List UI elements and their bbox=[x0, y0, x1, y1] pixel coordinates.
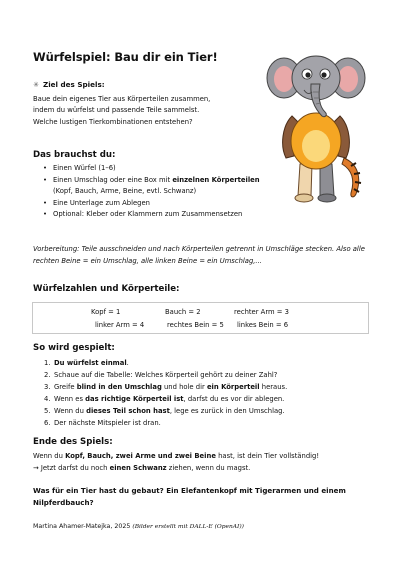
bold-text: einen Schwanz bbox=[109, 464, 167, 473]
preparation-note: Vorbereitung: Teile ausschneiden und nach Körperteilen getrennt in Umschläge stecken. Also alle rechten Beine = ein Umschlag, alle linken Beine = ein Umschlag,... bbox=[33, 245, 365, 265]
bold-text: dieses Teil schon hast bbox=[86, 407, 170, 416]
image-credit-note: (Bilder erstellt mit DALL-E (OpenAI)) bbox=[132, 524, 244, 530]
list-item: • Eine Unterlage zum Ablegen bbox=[40, 198, 270, 210]
text: hast, ist dein Tier vollständig! bbox=[215, 452, 320, 460]
dice-table bbox=[32, 302, 369, 334]
text: Schaue auf die Tabelle: Welches Körperteil gehört zu deiner Zahl? bbox=[54, 371, 278, 380]
rule-step bbox=[40, 369, 360, 381]
text: Wenn es bbox=[54, 395, 86, 404]
rules-heading: So wird gespielt: bbox=[33, 343, 115, 353]
bold-text: Du würfelst einmal bbox=[54, 359, 127, 367]
text: Wenn du bbox=[54, 407, 87, 416]
goal-description bbox=[33, 94, 258, 128]
rules-list bbox=[40, 357, 360, 430]
goal-line: indem du würfelst und passende Teile sammelst. bbox=[33, 106, 200, 115]
goal-heading: ✳ Ziel des Spiels: bbox=[33, 80, 105, 89]
rule-step bbox=[40, 357, 360, 369]
text: heraus. bbox=[259, 383, 288, 392]
text: ziehen, wenn du magst. bbox=[166, 464, 251, 473]
end-heading: Ende des Spiels: bbox=[33, 437, 113, 447]
rule-step bbox=[40, 381, 360, 393]
table-cell: linker Arm = 4 bbox=[95, 321, 145, 329]
dice-table-heading: Würfelzahlen und Körperteile: bbox=[33, 284, 180, 294]
list-item: • Optional: Kleber oder Klammern zum Zusammensetzen bbox=[40, 209, 270, 221]
end-line bbox=[33, 462, 378, 474]
list-item: • Einen Umschlag oder eine Box mit einzelnen Körperteilen (Kopf, Bauch, Arme, Beine, evtl. Schwanz) bbox=[40, 175, 270, 198]
step-number: 5. bbox=[44, 407, 51, 416]
end-description bbox=[33, 450, 378, 475]
footer-credit bbox=[33, 523, 244, 530]
step-number: 2. bbox=[44, 371, 51, 380]
text: Der nächste Mitspieler ist dran. bbox=[54, 419, 161, 428]
bold-text: ein Körperteil bbox=[206, 383, 260, 392]
table-cell: linkes Bein = 6 bbox=[237, 321, 289, 329]
rule-step bbox=[40, 417, 360, 429]
list-item: • Einen Würfel (1–6) bbox=[40, 163, 270, 175]
bold-text: blind in den Umschlag bbox=[76, 383, 162, 392]
rule-step bbox=[40, 405, 360, 417]
page-title: Würfelspiel: Bau dir ein Tier! bbox=[33, 50, 218, 64]
bold-text: Kopf, Bauch, zwei Arme und zwei Beine bbox=[65, 452, 216, 460]
text: . bbox=[126, 359, 129, 367]
step-number: 4. bbox=[44, 395, 51, 404]
end-line bbox=[33, 450, 378, 462]
bold-text: das richtige Körperteil ist bbox=[85, 395, 184, 404]
step-number: 1. bbox=[44, 359, 51, 367]
goal-line: Welche lustigen Tierkombinationen entstehen? bbox=[33, 117, 193, 126]
table-cell: Kopf = 1 bbox=[91, 308, 121, 316]
text: und hole dir bbox=[161, 383, 207, 392]
text: Wenn du bbox=[33, 452, 66, 460]
text: → Jetzt darfst du noch bbox=[33, 464, 110, 473]
rule-step bbox=[40, 393, 360, 405]
author-credit: Martina Ahamer-Matejka, 2025 bbox=[33, 523, 133, 530]
sparkle-icon: ✳ bbox=[33, 80, 40, 89]
step-number: 6. bbox=[44, 419, 51, 428]
closing-question: Was für ein Tier hast du gebaut? Ein Elefantenkopf mit Tigerarmen und einem Nilpferdbauch? bbox=[33, 486, 346, 508]
table-cell: rechter Arm = 3 bbox=[234, 308, 289, 316]
elephant-tiger-figure bbox=[262, 46, 372, 206]
materials-heading: Das brauchst du: bbox=[33, 150, 116, 160]
step-number: 3. bbox=[44, 383, 51, 392]
table-cell: Bauch = 2 bbox=[165, 308, 201, 316]
text: , darfst du es vor dir ablegen. bbox=[183, 395, 285, 404]
materials-list bbox=[40, 163, 270, 221]
goal-line: Baue dein eigenes Tier aus Körperteilen zusammen, bbox=[33, 95, 211, 103]
table-cell: rechtes Bein = 5 bbox=[167, 321, 224, 329]
text: , lege es zurück in den Umschlag. bbox=[169, 407, 285, 416]
text: Greife bbox=[54, 383, 77, 392]
